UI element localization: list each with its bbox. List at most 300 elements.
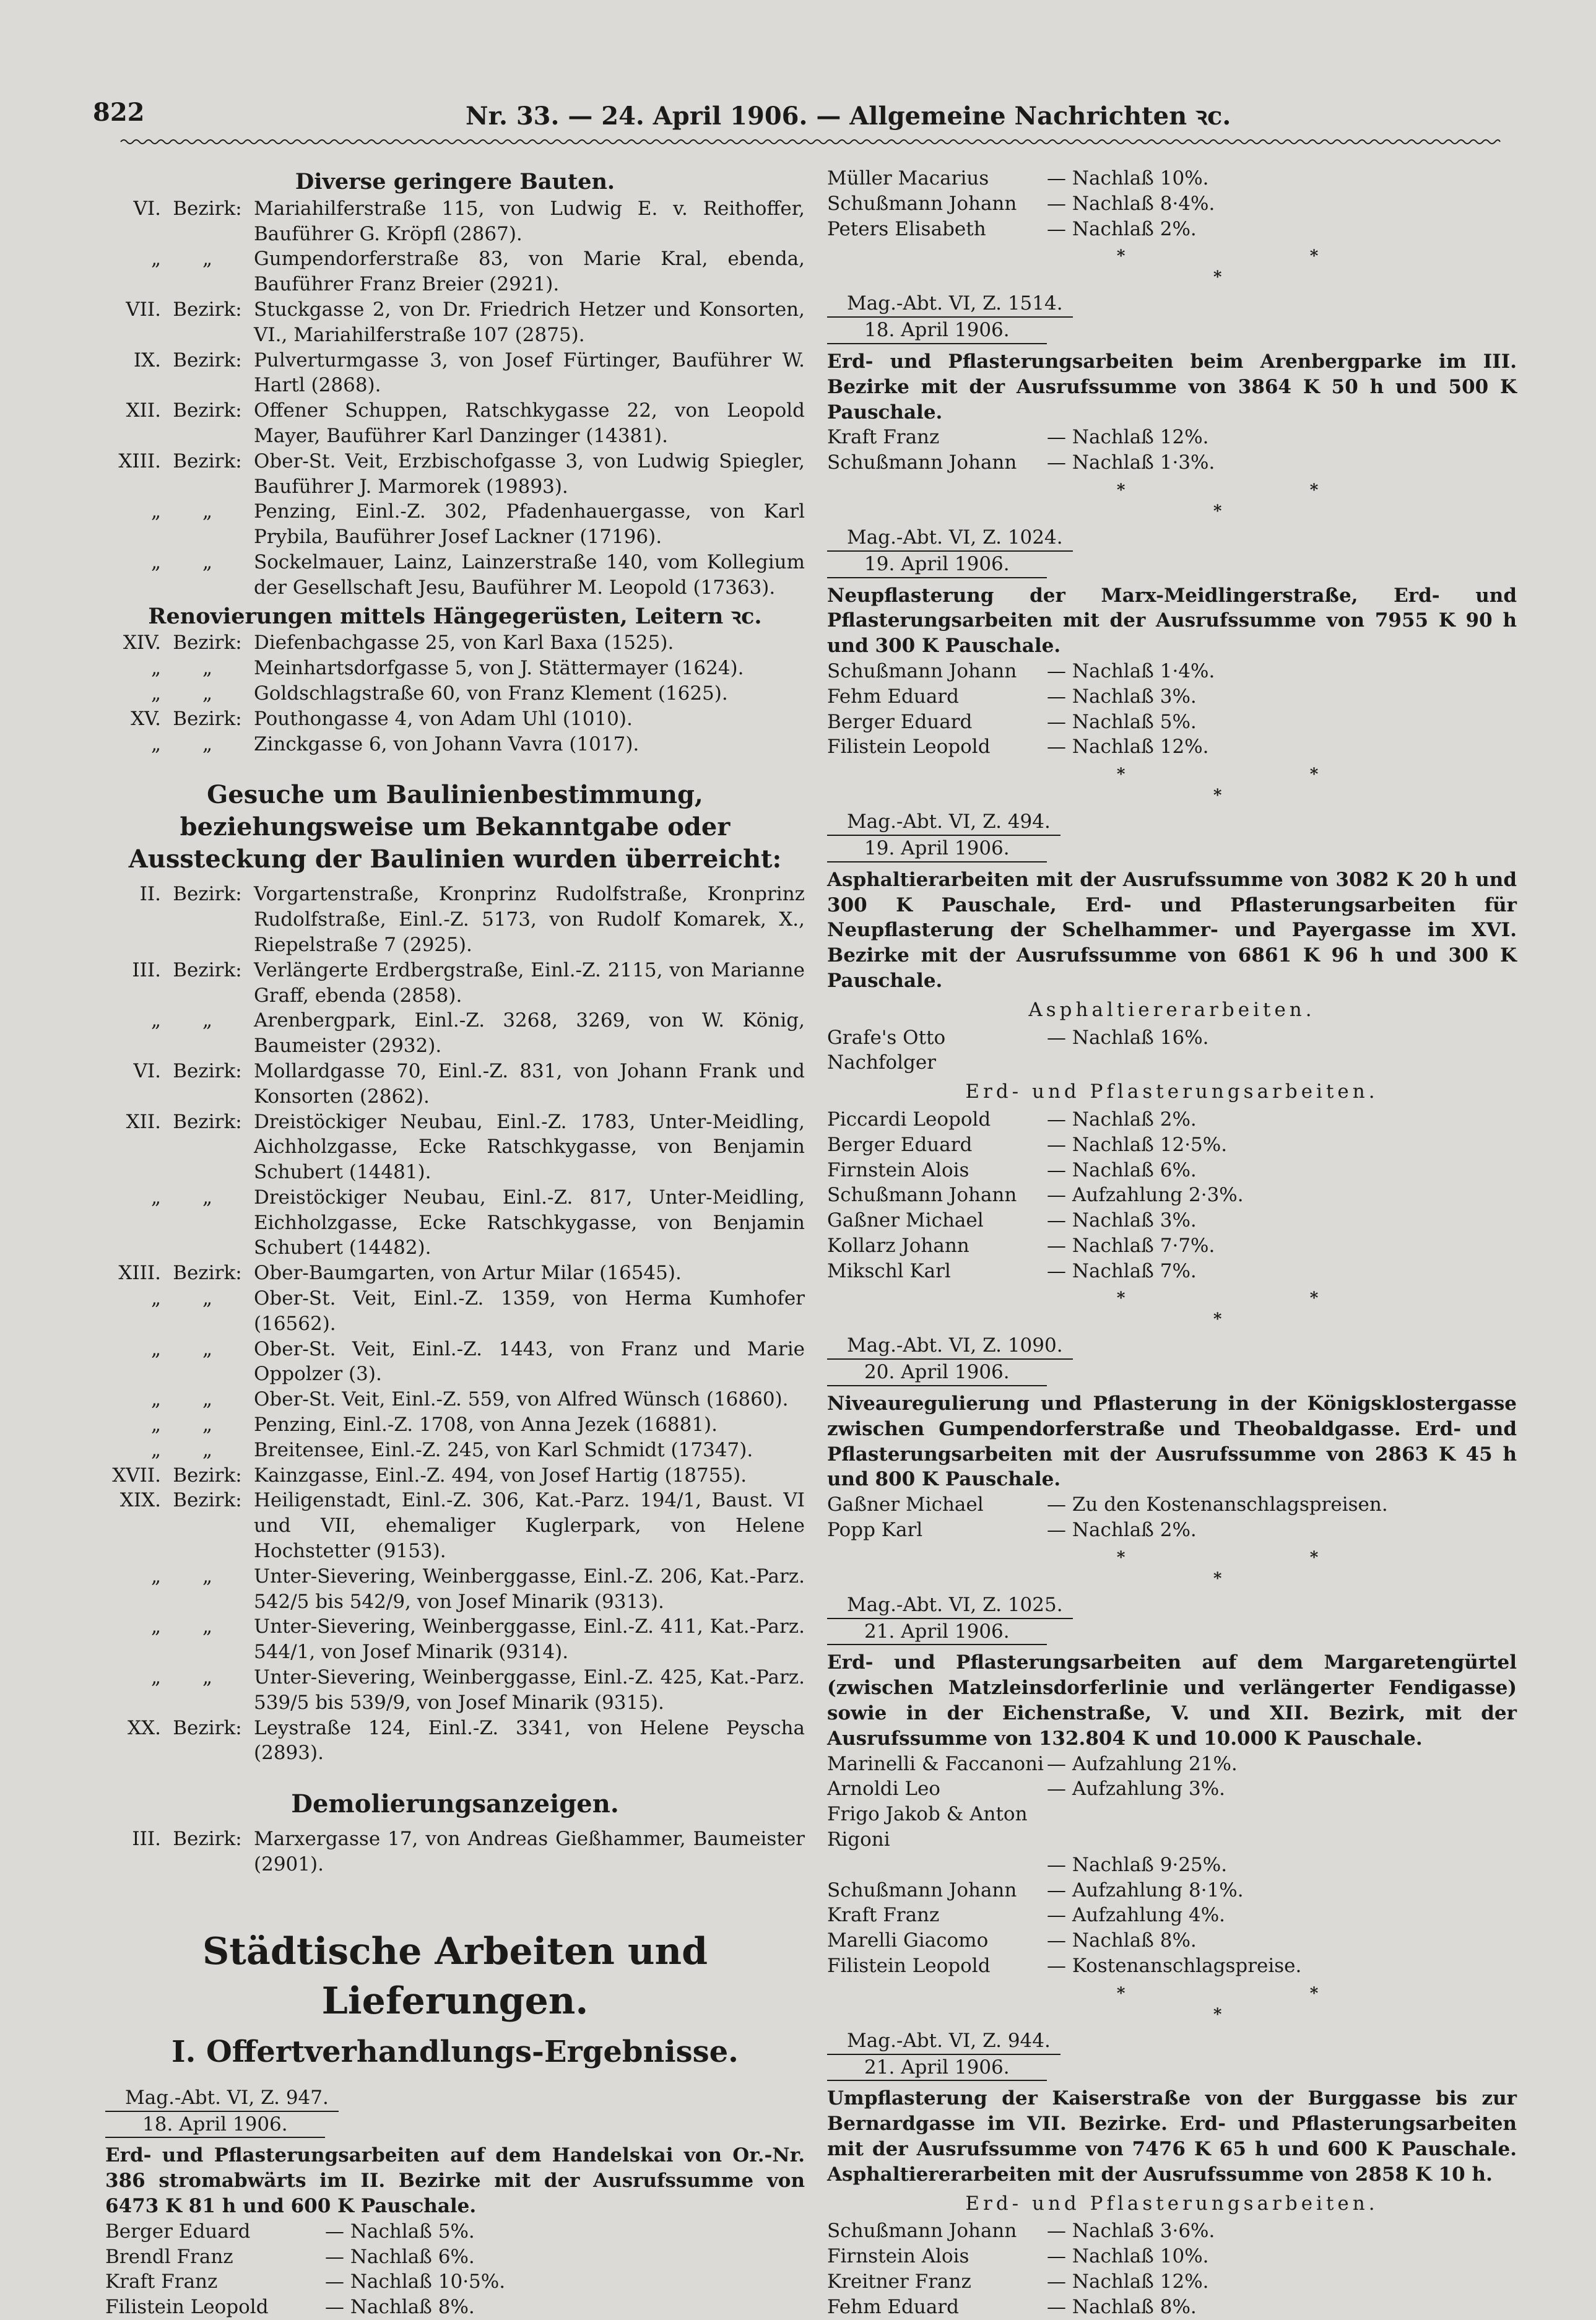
- register-entry: [105, 630, 805, 656]
- entry-text: Pouthongasse 4, von Adam Uhl (1010).: [254, 707, 633, 730]
- register-entry: [105, 1827, 805, 1877]
- register-entry: [105, 398, 805, 449]
- contractor-name: Fehm Eduard: [827, 685, 959, 708]
- work-description: Erd- und Pflasterungsarbeiten auf dem Margaretengürtel (zwischen Matzleinsdorferlinie und verlängerter Fendigasse) sowie in der Eichenstraße, V. und XII. Bezirk, mit der Ausrufssumme von 132.804 K und 10.000 K Pauschale.: [827, 1651, 1517, 1750]
- offer-date: 18. April 1906.: [827, 318, 1047, 344]
- district-number: XVII.: [112, 1464, 161, 1487]
- work-description: Neupflasterung der Marx-Meidlingerstraße, Erd- und Pflasterungsarbeiten mit der Ausrufssumme von 7955 K 90 h und 300 K Pauschale.: [827, 584, 1517, 658]
- contractor-row: [827, 1183, 1517, 1208]
- district-number: „: [150, 1414, 161, 1436]
- offer-block: [827, 287, 1517, 476]
- register-entry: [105, 1412, 805, 1438]
- bauten-list: [105, 196, 805, 601]
- district-number: XII.: [126, 1110, 161, 1133]
- contractor-name: Gaßner Michael: [827, 1493, 984, 1516]
- district-number: IX.: [133, 349, 161, 371]
- entry-text: Arenbergpark, Einl.-Z. 3268, 3269, von W. König, Baumeister (2932).: [254, 1009, 805, 1058]
- offer-result: — Nachlaß 2%.: [1047, 1519, 1197, 1542]
- offer-result: — Aufzahlung 21%.: [1047, 1752, 1238, 1775]
- contractor-row: [827, 2218, 1517, 2244]
- offer-result: — Nachlaß 7·7%.: [1047, 1234, 1215, 1257]
- contractor-row: [827, 1158, 1517, 1183]
- register-entry: [105, 656, 805, 681]
- entry-text: Unter-Sievering, Weinberggasse, Einl.-Z. 411, Kat.-Parz. 544/1, von Josef Minarik (9314).: [254, 1615, 805, 1664]
- district-number: „: [150, 1186, 161, 1209]
- district-number: XIII.: [118, 450, 161, 472]
- offer-block: [827, 2025, 1517, 2320]
- work-description: Niveauregulierung und Pflasterung in der Königsklostergasse zwischen Gumpendorferstraße und Theobaldgasse. Erd- und Pflasterungsarbeiten mit der Ausrufssumme von 2863 K 45 h und 800 K Pauschale.: [827, 1392, 1517, 1491]
- separator-stars: [827, 241, 1517, 287]
- district-number: III.: [132, 958, 161, 981]
- entry-text: Pulverturmgasse 3, von Josef Fürtinger, Bauführer W. Hartl (2868).: [254, 349, 805, 397]
- header-rule: [121, 137, 1500, 146]
- work-description: Umpflasterung der Kaiserstraße von der Burggasse bis zur Bernardgasse im VII. Bezirke. Erd- und Pflasterungsarbeiten mit der Ausrufssumme von 7476 K 65 h und 600 K Pauschale. Asphaltiererarbeiten mit der Ausrufssumme von 2858 K 10 h.: [827, 2087, 1517, 2186]
- district-number: „: [150, 1615, 161, 1638]
- contractor-name: Schußmann Johann: [827, 451, 1017, 474]
- offer-result: — Zu den Kostenanschlagspreisen.: [1047, 1493, 1388, 1516]
- entry-text: Ober-St. Veit, Einl.-Z. 1443, von Franz und Marie Oppolzer (3).: [254, 1337, 805, 1386]
- separator-stars: [827, 1284, 1517, 1329]
- register-entry: [105, 449, 805, 500]
- offer-result: — Kostenanschlagspreise.: [1047, 1955, 1302, 1978]
- district-number: VI.: [133, 197, 161, 220]
- register-entry: [105, 732, 805, 757]
- entry-text: Meinhartsdorfgasse 5, von J. Stättermayer (1624).: [254, 657, 744, 680]
- register-entry: [105, 246, 805, 297]
- offer-result: — Nachlaß 8%.: [1047, 2295, 1197, 2318]
- contractor-row: [827, 1878, 1517, 1903]
- offer-result: — Nachlaß 3·6%.: [1047, 2220, 1215, 2243]
- offer-result: — Nachlaß 8%.: [325, 2296, 475, 2319]
- contractor-row: [827, 734, 1517, 760]
- register-entry: [105, 1438, 805, 1463]
- star-ornament: *: [1309, 1289, 1319, 1308]
- contractor-row: [827, 2295, 1517, 2320]
- department-reference: Mag.-Abt. VI, Z. 947.: [105, 2085, 339, 2112]
- contractor-row: [827, 1776, 1517, 1802]
- date-line: [827, 552, 1517, 578]
- star-ornament: *: [1213, 1310, 1222, 1329]
- contractor-row: [827, 2269, 1517, 2295]
- continued-results: [827, 166, 1517, 241]
- district-number: „: [150, 550, 161, 573]
- contractor-row: [827, 1259, 1517, 1284]
- offer-block: [827, 1329, 1517, 1542]
- contractor-name: Berger Eduard: [105, 2220, 251, 2243]
- right-column: [827, 166, 1517, 2320]
- contractor-name: Firnstein Alois: [827, 2245, 969, 2268]
- contractor-name: Peters Elisabeth: [827, 217, 986, 240]
- contractor-name: Filistein Leopold: [827, 1955, 991, 1978]
- star-ornament: *: [1309, 480, 1319, 500]
- contractor-name: Berger Eduard: [827, 1133, 973, 1156]
- district-label: Bezirk:: [173, 1828, 242, 1851]
- contractor-row: [827, 1518, 1517, 1543]
- star-ornament: *: [1116, 247, 1125, 266]
- entry-text: Kainzgasse, Einl.-Z. 494, von Josef Hartig (18755).: [254, 1464, 747, 1487]
- ref-line: [827, 1329, 1517, 1360]
- entry-text: Heiligenstadt, Einl.-Z. 306, Kat.-Parz. 194/1, Baust. VI und VII, ehemaliger Kuglerpark, von Helene Hochstetter (9153).: [254, 1489, 805, 1563]
- offer-result: — Aufzahlung 8·1%.: [1047, 1879, 1244, 1901]
- district-label: „: [202, 657, 213, 680]
- district-label: Bezirk:: [173, 450, 242, 472]
- district-number: XII.: [126, 399, 161, 422]
- date-line: [827, 2055, 1517, 2082]
- offer-block: [827, 521, 1517, 760]
- contractor-row: [827, 166, 1517, 191]
- district-label: Bezirk:: [173, 1059, 242, 1082]
- contractor-name: Schußmann Johann: [827, 1879, 1017, 1901]
- entry-text: Sockelmauer, Lainz, Lainzerstraße 140, vom Kollegium der Gesellschaft Jesu, Bauführer M. Leopold (17363).: [254, 550, 805, 599]
- offer-result: — Nachlaß 9·25%.: [1047, 1853, 1228, 1876]
- contractor-name: Marinelli & Faccanoni: [827, 1752, 1044, 1775]
- district-label: „: [202, 1565, 213, 1588]
- star-ornament: *: [1116, 480, 1125, 500]
- entry-text: Ober-St. Veit, Erzbischofgasse 3, von Ludwig Spiegler, Bauführer J. Marmorek (19893).: [254, 450, 805, 498]
- district-label: Bezirk:: [173, 1262, 242, 1285]
- district-label: Bezirk:: [173, 298, 242, 321]
- contractor-name: Schußmann Johann: [827, 1184, 1017, 1207]
- contractor-row: [827, 659, 1517, 684]
- district-number: „: [150, 1565, 161, 1588]
- star-ornament: *: [1309, 1548, 1319, 1567]
- contractor-name: Firnstein Alois: [827, 1158, 969, 1181]
- district-number: „: [150, 1009, 161, 1032]
- date-line: [827, 318, 1517, 344]
- contractor-row: [827, 217, 1517, 242]
- star-ornament: *: [1116, 765, 1125, 784]
- offer-result: — Nachlaß 6%.: [1047, 1158, 1197, 1181]
- contractor-name: Schußmann Johann: [827, 2220, 1017, 2243]
- register-entry: [105, 1665, 805, 1716]
- date-line: [105, 2112, 805, 2139]
- register-entry: [105, 1716, 805, 1766]
- district-number: „: [150, 732, 161, 755]
- district-label: „: [202, 500, 213, 523]
- register-entry: [105, 1059, 805, 1110]
- register-entry: [105, 499, 805, 550]
- entry-text: Ober-St. Veit, Einl.-Z. 1359, von Herma Kumhofer (16562).: [254, 1287, 805, 1335]
- star-ornament: *: [1116, 1984, 1125, 2003]
- district-label: Bezirk:: [173, 883, 242, 906]
- contractor-row: [827, 191, 1517, 217]
- separator-stars: [827, 476, 1517, 521]
- district-number: „: [150, 1438, 161, 1461]
- entry-text: Unter-Sievering, Weinberggasse, Einl.-Z. 425, Kat.-Parz. 539/5 bis 539/9, von Josef Minarik (9315).: [254, 1666, 805, 1714]
- district-label: „: [202, 1388, 213, 1411]
- register-entry: [105, 1286, 805, 1337]
- department-reference: Mag.-Abt. VI, Z. 944.: [827, 2028, 1060, 2055]
- contractor-name: Brendl Franz: [105, 2245, 233, 2268]
- district-label: „: [202, 682, 213, 705]
- district-number: „: [150, 1287, 161, 1310]
- district-label: „: [202, 248, 213, 271]
- section-heading-demolierung: Demolierungsanzeigen.: [291, 1789, 619, 1819]
- ref-line: [827, 1589, 1517, 1619]
- district-number: XIII.: [118, 1262, 161, 1285]
- ref-line: [827, 2025, 1517, 2055]
- offer-result: — Nachlaß 10%.: [1047, 2245, 1209, 2268]
- ref-line: [827, 806, 1517, 836]
- offer-result: — Nachlaß 8·4%.: [1047, 192, 1215, 215]
- offer-date: 19. April 1906.: [827, 836, 1047, 862]
- district-number: „: [150, 1337, 161, 1360]
- offer-block: [827, 1589, 1517, 1979]
- separator-stars: [827, 1979, 1517, 2025]
- star-ornament: *: [1213, 268, 1222, 287]
- district-label: „: [202, 1009, 213, 1032]
- entry-text: Vorgartenstraße, Kronprinz Rudolfstraße, Kronprinz Rudolfstraße, Einl.-Z. 5173, von Rudolf Komarek, X., Riepelstraße 7 (2925).: [254, 883, 805, 956]
- left-column: [105, 166, 805, 2320]
- work-category: Erd- und Pflasterungsarbeiten.: [965, 1080, 1379, 1103]
- separator-stars: [827, 760, 1517, 806]
- contractor-name: Schußmann Johann: [827, 659, 1017, 682]
- entry-text: Zinckgasse 6, von Johann Vavra (1017).: [254, 732, 640, 755]
- contractor-name: Piccardi Leopold: [827, 1108, 991, 1131]
- star-ornament: *: [1213, 502, 1222, 521]
- entry-text: Dreistöckiger Neubau, Einl.-Z. 817, Unter-Meidling, Eichholzgasse, Ecke Ratschkygasse, von Benjamin Schubert (14482).: [254, 1186, 805, 1259]
- work-description: Erd- und Pflasterungsarbeiten beim Arenbergparke im III. Bezirke mit der Ausrufssumme von 3864 K 50 h und 500 K Pauschale.: [827, 350, 1517, 424]
- demolierung-list: [105, 1827, 805, 1877]
- contractor-row: [827, 1233, 1517, 1259]
- contractor-row: [827, 1492, 1517, 1518]
- district-number: III.: [132, 1828, 161, 1851]
- entry-text: Mollardgasse 70, Einl.-Z. 831, von Johann Frank und Konsorten (2862).: [254, 1059, 805, 1108]
- entry-text: Breitensee, Einl.-Z. 245, von Karl Schmidt (17347).: [254, 1438, 753, 1461]
- offer-date: 21. April 1906.: [827, 2055, 1047, 2082]
- district-number: „: [150, 657, 161, 680]
- offer-date: 19. April 1906.: [827, 552, 1047, 578]
- page-title: Nr. 33. — 24. April 1906. — Allgemeine Nachrichten ꝛc.: [466, 102, 1231, 131]
- star-ornament: *: [1116, 1548, 1125, 1567]
- contractor-name: Grafe's Otto Nachfolger: [827, 1026, 946, 1074]
- star-ornament: *: [1213, 786, 1222, 806]
- contractor-row: [105, 2244, 805, 2270]
- offer-result: — Nachlaß 12%.: [1047, 426, 1209, 449]
- offer-result: — Nachlaß 6%.: [325, 2245, 475, 2268]
- register-entry: [105, 882, 805, 957]
- offer-date: 20. April 1906.: [827, 1360, 1047, 1386]
- district-label: Bezirk:: [173, 1716, 242, 1739]
- entry-text: Marxergasse 17, von Andreas Gießhammer, Baumeister (2901).: [254, 1828, 805, 1876]
- offer-result: — Nachlaß 16%.: [1047, 1026, 1209, 1049]
- district-number: XV.: [131, 707, 161, 730]
- register-entry: [105, 1008, 805, 1059]
- district-label: „: [202, 1337, 213, 1360]
- offer-result: — Nachlaß 8%.: [1047, 1929, 1197, 1952]
- district-label: „: [202, 732, 213, 755]
- entry-text: Ober-Baumgarten, von Artur Milar (16545).: [254, 1262, 682, 1285]
- renovierungen-list: [105, 630, 805, 757]
- district-label: „: [202, 1615, 213, 1638]
- work-description: Erd- und Pflasterungsarbeiten auf dem Handelskai von Or.-Nr. 386 stromabwärts im II. Bezirke mit der Ausrufssumme von 6473 K 81 h und 600 K Pauschale.: [105, 2144, 805, 2217]
- offer-result: — Nachlaß 12·5%.: [1047, 1133, 1228, 1156]
- register-entry: [105, 196, 805, 247]
- contractor-name: Filistein Leopold: [827, 736, 991, 758]
- offer-date: 21. April 1906.: [827, 1619, 1047, 1646]
- offer-result: — Nachlaß 5%.: [1047, 710, 1197, 733]
- district-label: „: [202, 1666, 213, 1689]
- ref-line: [827, 287, 1517, 318]
- star-ornament: *: [1309, 1984, 1319, 2003]
- register-entry: [105, 348, 805, 399]
- contractor-name: Filistein Leopold: [105, 2296, 269, 2319]
- star-ornament: *: [1116, 1289, 1125, 1308]
- register-entry: [105, 958, 805, 1009]
- offer-result: — Nachlaß 2%.: [1047, 217, 1197, 240]
- offer-block-z947: [105, 2082, 805, 2320]
- contractor-name: Popp Karl: [827, 1519, 923, 1542]
- district-label: Bezirk:: [173, 958, 242, 981]
- contractor-row: [827, 1953, 1517, 1979]
- district-number: XX.: [128, 1716, 161, 1739]
- entry-text: Mariahilferstraße 115, von Ludwig E. v. Reithoffer, Bauführer G. Kröpfl (2867).: [254, 197, 805, 245]
- contractor-name: Kollarz Johann: [827, 1234, 969, 1257]
- contractor-name: Kraft Franz: [827, 1904, 940, 1927]
- district-label: „: [202, 1186, 213, 1209]
- entry-text: Gumpendorferstraße 83, von Marie Kral, ebenda, Bauführer Franz Breier (2921).: [254, 248, 805, 296]
- offer-result: — Nachlaß 7%.: [1047, 1259, 1197, 1282]
- department-reference: Mag.-Abt. VI, Z. 494.: [827, 809, 1060, 836]
- date-line: [827, 1619, 1517, 1646]
- offer-block: [105, 2082, 805, 2320]
- contractor-name: Marelli Giacomo: [827, 1929, 989, 1952]
- section-heading-gesuche: Gesuche um Baulinienbestimmung, beziehungsweise um Bekanntgabe oder Aussteckung der Baulinien wurden überreicht:: [128, 780, 782, 874]
- register-entry: [105, 1110, 805, 1185]
- ref-line: [105, 2082, 805, 2112]
- offer-block: [827, 806, 1517, 1284]
- contractor-row: [827, 425, 1517, 450]
- entry-text: Unter-Sievering, Weinberggasse, Einl.-Z. 206, Kat.-Parz. 542/5 bis 542/9, von Josef Minarik (9313).: [254, 1565, 805, 1613]
- gesuche-list: [105, 882, 805, 1766]
- register-entry: [105, 706, 805, 732]
- district-number: „: [150, 682, 161, 705]
- offer-result: — Nachlaß 10%.: [1047, 167, 1209, 189]
- contractor-row: [827, 1903, 1517, 1928]
- register-entry: [105, 1261, 805, 1286]
- offer-result: — Aufzahlung 4%.: [1047, 1904, 1226, 1927]
- contractor-name: Frigo Jakob & Anton Rigoni: [827, 1803, 1028, 1851]
- department-reference: Mag.-Abt. VI, Z. 1024.: [827, 525, 1073, 552]
- offer-result: — Nachlaß 12%.: [1047, 736, 1209, 758]
- contractor-row: [827, 450, 1517, 476]
- contractor-name: Mikschl Karl: [827, 1259, 951, 1282]
- contractor-row: [105, 2269, 805, 2295]
- offer-result: — Aufzahlung 3%.: [1047, 1778, 1226, 1801]
- offer-result: — Aufzahlung 2·3%.: [1047, 1184, 1244, 1207]
- contractor-row: [827, 1853, 1517, 1878]
- section-heading-renovierungen: Renovierungen mittels Hängegerüsten, Leitern ꝛc.: [148, 603, 762, 629]
- district-number: XIV.: [123, 632, 161, 654]
- register-entry: [105, 1185, 805, 1261]
- department-reference: Mag.-Abt. VI, Z. 1090.: [827, 1333, 1073, 1360]
- entry-text: Penzing, Einl.-Z. 1708, von Anna Jezek (16881).: [254, 1414, 718, 1436]
- section-heading-bauten: Diverse geringere Bauten.: [295, 169, 615, 194]
- offer-result: — Nachlaß 1·4%.: [1047, 659, 1215, 682]
- page-number: 822: [93, 98, 145, 127]
- offer-result: [1047, 1802, 1517, 1853]
- contractor-row: [827, 1025, 1517, 1076]
- contractor-row: [827, 710, 1517, 735]
- offer-result: — Nachlaß 10·5%.: [325, 2270, 506, 2293]
- department-reference: Mag.-Abt. VI, Z. 1025.: [827, 1592, 1073, 1619]
- offer-date: 18. April 1906.: [105, 2112, 325, 2139]
- district-label: Bezirk:: [173, 399, 242, 422]
- offer-result: — Nachlaß 1·3%.: [1047, 451, 1215, 474]
- register-entry: [105, 1564, 805, 1615]
- district-label: Bezirk:: [173, 1489, 242, 1512]
- district-number: XIX.: [119, 1489, 161, 1512]
- contractor-name: Kraft Franz: [105, 2270, 218, 2293]
- entry-text: Diefenbachgasse 25, von Karl Baxa (1525).: [254, 632, 674, 654]
- star-ornament: *: [1213, 1569, 1222, 1588]
- offer-result: — Nachlaß 2%.: [1047, 1108, 1197, 1131]
- contractor-name: Fehm Eduard: [827, 2295, 959, 2318]
- entry-text: Goldschlagstraße 60, von Franz Klement (1625).: [254, 682, 728, 705]
- contractor-name: Schußmann Johann: [827, 192, 1017, 215]
- district-label: „: [202, 1414, 213, 1436]
- district-label: Bezirk:: [173, 632, 242, 654]
- district-label: Bezirk:: [173, 1464, 242, 1487]
- contractor-row: [827, 2244, 1517, 2269]
- entry-text: Verlängerte Erdbergstraße, Einl.-Z. 2115, von Marianne Graff, ebenda (2858).: [254, 958, 805, 1007]
- register-entry: [105, 1387, 805, 1412]
- contractor-row: [827, 1752, 1517, 1777]
- date-line: [827, 836, 1517, 862]
- district-label: Bezirk:: [173, 1110, 242, 1133]
- entry-text: Leystraße 124, Einl.-Z. 3341, von Helene Peyscha (2893).: [254, 1716, 805, 1765]
- register-entry: [105, 1337, 805, 1388]
- contractor-name: Gaßner Michael: [827, 1209, 984, 1232]
- contractor-row: [827, 1802, 1517, 1853]
- contractor-row: [827, 684, 1517, 710]
- district-number: „: [150, 500, 161, 523]
- star-ornament: *: [1213, 2005, 1222, 2024]
- register-entry: [105, 297, 805, 348]
- entry-text: Penzing, Einl.-Z. 302, Pfadenhauergasse, von Karl Prybila, Bauführer Josef Lackner (17196).: [254, 500, 805, 549]
- register-entry: [105, 1488, 805, 1563]
- contractor-row: [827, 1208, 1517, 1233]
- date-line: [827, 1360, 1517, 1386]
- contractor-row: [827, 1928, 1517, 1953]
- offer-result: — Nachlaß 3%.: [1047, 685, 1197, 708]
- district-label: „: [202, 1287, 213, 1310]
- district-label: Bezirk:: [173, 197, 242, 220]
- district-number: „: [150, 1388, 161, 1411]
- entry-text: Offener Schuppen, Ratschkygasse 22, von Leopold Mayer, Bauführer Karl Danzinger (14381).: [254, 399, 805, 447]
- district-label: „: [202, 550, 213, 573]
- district-label: Bezirk:: [173, 707, 242, 730]
- district-number: „: [150, 1666, 161, 1689]
- contractor-name: Kreitner Franz: [827, 2270, 971, 2293]
- entry-text: Ober-St. Veit, Einl.-Z. 559, von Alfred Wünsch (16860).: [254, 1388, 789, 1411]
- register-entry: [105, 1614, 805, 1665]
- district-number: VII.: [126, 298, 161, 321]
- register-entry: [105, 550, 805, 601]
- contractor-row: [827, 1132, 1517, 1158]
- work-category: Asphaltiererarbeiten.: [1028, 998, 1316, 1021]
- district-label: Bezirk:: [173, 349, 242, 371]
- contractor-name: [827, 1853, 1047, 1878]
- work-category: Erd- und Pflasterungsarbeiten.: [965, 2192, 1379, 2215]
- district-number: II.: [139, 883, 161, 906]
- district-label: „: [202, 1438, 213, 1461]
- contractor-row: [105, 2295, 805, 2320]
- register-entry: [105, 1463, 805, 1488]
- contractor-name: Arnoldi Leo: [827, 1778, 940, 1801]
- register-entry: [105, 681, 805, 706]
- entry-text: Dreistöckiger Neubau, Einl.-Z. 1783, Unter-Meidling, Aichholzgasse, Ecke Ratschkygasse, von Benjamin Schubert (14481).: [254, 1110, 805, 1184]
